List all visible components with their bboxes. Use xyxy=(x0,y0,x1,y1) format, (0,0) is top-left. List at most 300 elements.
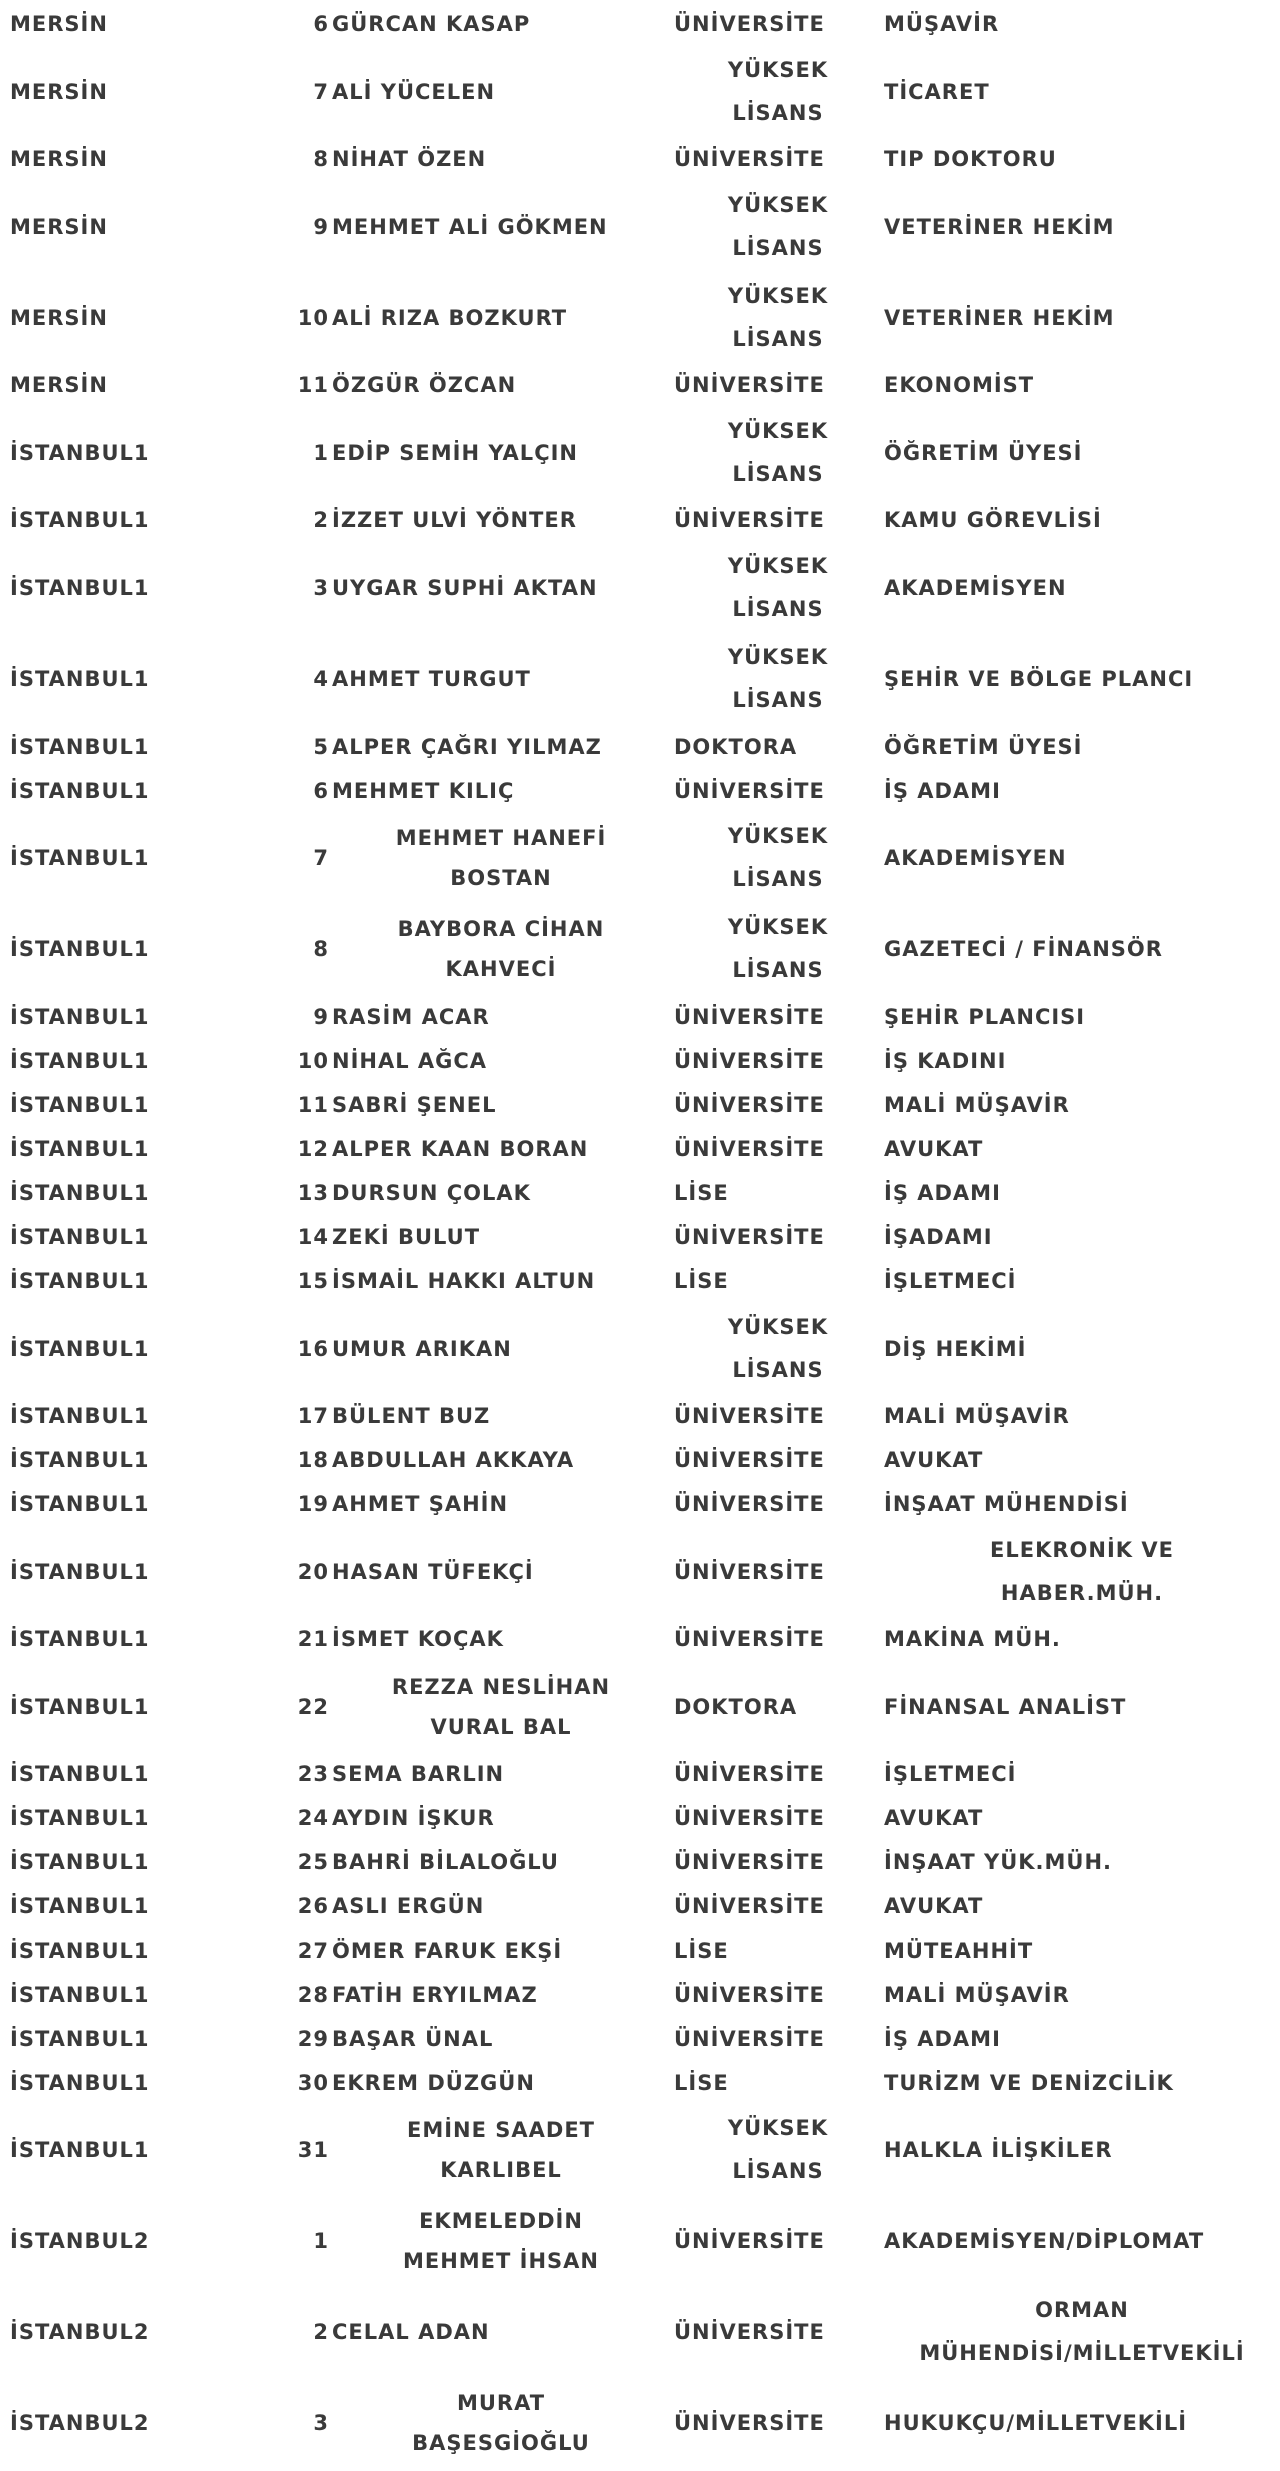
province-cell: İSTANBUL2 xyxy=(10,2411,150,2436)
rank-cell: 2 xyxy=(313,508,329,533)
province-cell: İSTANBUL1 xyxy=(10,2070,150,2095)
province-cell: İSTANBUL1 xyxy=(10,508,150,533)
province-cell: MERSİN xyxy=(10,214,108,239)
education-cell xyxy=(674,904,882,995)
education-cell xyxy=(674,2287,882,2378)
rank-cell: 22 xyxy=(297,1694,329,1719)
education-cell xyxy=(674,1303,882,1394)
profession-cell-line: ÖĞRETİM ÜYESİ xyxy=(884,440,1083,465)
rank-cell: 19 xyxy=(297,1492,329,1517)
education-cell-line: LİSE xyxy=(674,1938,729,1963)
profession-cell-line: MÜHENDİSİ/MİLLETVEKİLİ xyxy=(919,2341,1245,2366)
rank-cell: 25 xyxy=(297,1850,329,1875)
profession-cell xyxy=(884,904,1280,995)
province-cell: İSTANBUL1 xyxy=(10,1627,150,1652)
education-cell xyxy=(674,1039,882,1083)
profession-cell xyxy=(884,181,1280,272)
province-cell: İSTANBUL1 xyxy=(10,1181,150,1206)
province-cell: İSTANBUL1 xyxy=(10,667,150,692)
table-row xyxy=(0,1973,1280,2017)
name-cell-line: SABRİ ŞENEL xyxy=(332,1092,497,1117)
profession-cell xyxy=(884,2287,1280,2378)
table-row xyxy=(0,363,1280,407)
table-row xyxy=(0,2017,1280,2061)
profession-cell-line: DİŞ HEKİMİ xyxy=(884,1336,1027,1361)
rank-cell: 7 xyxy=(313,79,329,104)
profession-cell xyxy=(884,813,1280,904)
table-row xyxy=(0,2105,1280,2196)
name-cell-line: ÖZGÜR ÖZCAN xyxy=(332,373,517,398)
education-cell xyxy=(674,2196,882,2287)
profession-cell xyxy=(884,1752,1280,1796)
name-cell xyxy=(332,407,670,498)
education-cell-line: LİSANS xyxy=(732,1357,824,1382)
rank-cell: 8 xyxy=(313,937,329,962)
profession-cell-line: İŞ ADAMI xyxy=(884,778,1001,803)
profession-cell-line: İŞADAMI xyxy=(884,1225,993,1250)
profession-cell-line: VETERİNER HEKİM xyxy=(884,214,1115,239)
name-cell-line: AYDIN İŞKUR xyxy=(332,1806,495,1831)
education-cell xyxy=(674,1796,882,1840)
rank-cell: 1 xyxy=(313,2229,329,2254)
education-cell xyxy=(674,1259,882,1303)
education-cell xyxy=(674,407,882,498)
education-cell xyxy=(674,1127,882,1171)
profession-cell-line: AKADEMİSYEN xyxy=(884,576,1067,601)
name-cell-line: MEHMET HANEFİ xyxy=(395,826,607,851)
name-cell-line: ABDULLAH AKKAYA xyxy=(332,1448,575,1473)
profession-cell-line: AVUKAT xyxy=(884,1806,984,1831)
name-cell-line: ASLI ERGÜN xyxy=(332,1894,485,1919)
table-row xyxy=(0,995,1280,1039)
name-cell xyxy=(332,2196,670,2287)
profession-cell-line: TIP DOKTORU xyxy=(884,147,1057,172)
table-row xyxy=(0,2061,1280,2105)
table-row xyxy=(0,813,1280,904)
education-cell-line: ÜNİVERSİTE xyxy=(674,12,825,36)
name-cell-line: UYGAR SUPHİ AKTAN xyxy=(332,576,598,601)
rank-cell: 29 xyxy=(297,2026,329,2051)
profession-cell-line: MÜTEAHHİT xyxy=(884,1938,1034,1963)
name-cell-line: BAHRİ BİLALOĞLU xyxy=(332,1850,559,1875)
name-cell-line: SEMA BARLIN xyxy=(332,1762,505,1787)
education-cell xyxy=(674,769,882,813)
name-cell xyxy=(332,1840,670,1884)
profession-cell xyxy=(884,1482,1280,1526)
education-cell xyxy=(674,1617,882,1661)
rank-cell: 5 xyxy=(313,734,329,759)
name-cell xyxy=(332,1215,670,1259)
name-cell-line: AHMET TURGUT xyxy=(332,667,531,692)
education-cell xyxy=(674,498,882,542)
profession-cell-line: ORMAN xyxy=(1035,2298,1129,2323)
name-cell xyxy=(332,1482,670,1526)
profession-cell xyxy=(884,498,1280,542)
education-cell-line: LİSANS xyxy=(732,958,824,983)
profession-cell-line: AVUKAT xyxy=(884,1448,984,1473)
education-cell-line: LİSANS xyxy=(732,597,824,622)
profession-cell-line: MÜŞAVİR xyxy=(884,12,1000,36)
rank-cell: 10 xyxy=(297,1048,329,1073)
profession-cell-line: İŞLETMECİ xyxy=(884,1762,1017,1787)
rank-cell: 1 xyxy=(313,440,329,465)
name-cell-line: HASAN TÜFEKÇİ xyxy=(332,1559,534,1584)
name-cell xyxy=(332,995,670,1039)
name-cell xyxy=(332,1039,670,1083)
profession-cell xyxy=(884,2378,1280,2469)
education-cell-line: LİSANS xyxy=(732,235,824,260)
rank-cell: 21 xyxy=(297,1627,329,1652)
province-cell: İSTANBUL1 xyxy=(10,1448,150,1473)
rank-cell: 15 xyxy=(297,1269,329,1294)
table-row xyxy=(0,542,1280,633)
province-cell: İSTANBUL1 xyxy=(10,734,150,759)
name-cell xyxy=(332,904,670,995)
province-cell: MERSİN xyxy=(10,12,108,36)
province-cell: MERSİN xyxy=(10,373,108,398)
profession-cell xyxy=(884,1884,1280,1928)
profession-cell xyxy=(884,1215,1280,1259)
profession-cell xyxy=(884,1171,1280,1215)
province-cell: İSTANBUL1 xyxy=(10,1269,150,1294)
profession-cell-line: AKADEMİSYEN/DİPLOMAT xyxy=(884,2229,1205,2254)
education-cell-line: LİSANS xyxy=(732,100,824,125)
name-cell-line: BAYBORA CİHAN xyxy=(397,917,605,942)
education-cell-line: ÜNİVERSİTE xyxy=(674,1850,825,1875)
profession-cell xyxy=(884,137,1280,181)
education-cell-line: LİSANS xyxy=(732,326,824,351)
rank-cell: 6 xyxy=(313,778,329,803)
education-cell xyxy=(674,2105,882,2196)
education-cell-line: LİSANS xyxy=(732,688,824,713)
profession-cell-line: MAKİNA MÜH. xyxy=(884,1627,1061,1652)
rank-cell: 26 xyxy=(297,1894,329,1919)
education-cell-line: DOKTORA xyxy=(674,734,798,759)
profession-cell-line: KAMU GÖREVLİSİ xyxy=(884,508,1102,533)
rank-cell: 3 xyxy=(313,2411,329,2436)
education-cell xyxy=(674,272,882,363)
profession-cell-line: ÖĞRETİM ÜYESİ xyxy=(884,734,1083,759)
table-row xyxy=(0,1083,1280,1127)
profession-cell-line: AVUKAT xyxy=(884,1894,984,1919)
province-cell: İSTANBUL1 xyxy=(10,1404,150,1429)
education-cell xyxy=(674,1973,882,2017)
profession-cell-line: AKADEMİSYEN xyxy=(884,846,1067,871)
province-cell: MERSİN xyxy=(10,305,108,330)
rank-cell: 11 xyxy=(297,1092,329,1117)
profession-cell-line: İŞLETMECİ xyxy=(884,1269,1017,1294)
name-cell xyxy=(332,2061,670,2105)
table-row xyxy=(0,1438,1280,1482)
province-cell: İSTANBUL1 xyxy=(10,937,150,962)
name-cell xyxy=(332,2,670,46)
name-cell-line: MEHMET İHSAN xyxy=(402,2249,600,2274)
rank-cell: 7 xyxy=(313,846,329,871)
education-cell-line: ÜNİVERSİTE xyxy=(674,1225,825,1250)
table-row xyxy=(0,1840,1280,1884)
education-cell-line: ÜNİVERSİTE xyxy=(674,1894,825,1919)
education-cell-line: YÜKSEK xyxy=(727,192,829,217)
profession-cell-line: İŞ ADAMI xyxy=(884,1181,1001,1206)
name-cell xyxy=(332,46,670,137)
profession-cell xyxy=(884,2,1280,46)
profession-cell xyxy=(884,542,1280,633)
rank-cell: 9 xyxy=(313,1004,329,1029)
rank-cell: 18 xyxy=(297,1448,329,1473)
education-cell xyxy=(674,1752,882,1796)
profession-cell-line: TİCARET xyxy=(884,79,990,104)
education-cell-line: LİSANS xyxy=(732,461,824,486)
province-cell: İSTANBUL1 xyxy=(10,1004,150,1029)
education-cell-line: ÜNİVERSİTE xyxy=(674,1048,825,1073)
name-cell xyxy=(332,2287,670,2378)
name-cell xyxy=(332,1796,670,1840)
education-cell-line: ÜNİVERSİTE xyxy=(674,508,825,533)
table-row xyxy=(0,1127,1280,1171)
profession-cell xyxy=(884,1303,1280,1394)
profession-cell-line: GAZETECİ / FİNANSÖR xyxy=(884,937,1163,962)
education-cell-line: LİSE xyxy=(674,2070,729,2095)
name-cell xyxy=(332,363,670,407)
province-cell: İSTANBUL2 xyxy=(10,2229,150,2254)
profession-cell-line: MALİ MÜŞAVİR xyxy=(884,1982,1070,2007)
rank-cell: 10 xyxy=(297,305,329,330)
education-cell-line: ÜNİVERSİTE xyxy=(674,147,825,172)
profession-cell xyxy=(884,1259,1280,1303)
name-cell xyxy=(332,1303,670,1394)
name-cell xyxy=(332,1884,670,1928)
education-cell xyxy=(674,1215,882,1259)
table-row xyxy=(0,1039,1280,1083)
name-cell-line: BAŞAR ÜNAL xyxy=(332,2026,494,2051)
profession-cell xyxy=(884,1929,1280,1973)
name-cell xyxy=(332,813,670,904)
table-row xyxy=(0,498,1280,542)
education-cell-line: ÜNİVERSİTE xyxy=(674,778,825,803)
profession-cell-line: ŞEHİR VE BÖLGE PLANCI xyxy=(884,667,1194,692)
rank-cell: 30 xyxy=(297,2070,329,2095)
profession-cell xyxy=(884,2196,1280,2287)
education-cell xyxy=(674,725,882,769)
profession-cell xyxy=(884,1083,1280,1127)
education-cell-line: LİSANS xyxy=(732,867,824,892)
name-cell xyxy=(332,1171,670,1215)
profession-cell xyxy=(884,363,1280,407)
province-cell: İSTANBUL1 xyxy=(10,1092,150,1117)
name-cell xyxy=(332,769,670,813)
education-cell-line: ÜNİVERSİTE xyxy=(674,2026,825,2051)
table-row xyxy=(0,2196,1280,2287)
profession-cell-line: HABER.MÜH. xyxy=(1000,1580,1164,1605)
education-cell-line: LİSE xyxy=(674,1269,729,1294)
education-cell-line: YÜKSEK xyxy=(727,418,829,443)
name-cell xyxy=(332,1438,670,1482)
province-cell: İSTANBUL1 xyxy=(10,1048,150,1073)
rank-cell: 8 xyxy=(313,147,329,172)
table-row xyxy=(0,2378,1280,2469)
profession-cell xyxy=(884,1526,1280,1617)
education-cell-line: ÜNİVERSİTE xyxy=(674,1492,825,1517)
profession-cell xyxy=(884,995,1280,1039)
name-cell-line: REZZA NESLİHAN xyxy=(391,1674,611,1699)
name-cell xyxy=(332,272,670,363)
profession-cell-line: İNŞAAT MÜHENDİSİ xyxy=(884,1492,1129,1517)
name-cell xyxy=(332,1394,670,1438)
education-cell-line: LİSANS xyxy=(732,2159,824,2184)
rank-cell: 6 xyxy=(313,12,329,36)
profession-cell xyxy=(884,2105,1280,2196)
profession-cell xyxy=(884,1127,1280,1171)
name-cell-line: ALPER ÇAĞRI YILMAZ xyxy=(332,734,602,759)
table-row xyxy=(0,181,1280,272)
name-cell-line: İZZET ULVİ YÖNTER xyxy=(332,508,577,533)
profession-cell xyxy=(884,1796,1280,1840)
education-cell xyxy=(674,2,882,46)
name-cell-line: CELAL ADAN xyxy=(332,2320,490,2345)
name-cell-line: DURSUN ÇOLAK xyxy=(332,1181,531,1206)
profession-cell-line: İNŞAAT YÜK.MÜH. xyxy=(884,1850,1113,1875)
table-row xyxy=(0,1796,1280,1840)
rank-cell: 20 xyxy=(297,1559,329,1584)
education-cell xyxy=(674,995,882,1039)
education-cell-line: YÜKSEK xyxy=(727,554,829,579)
name-cell-line: BAŞESGİOĞLU xyxy=(412,2431,590,2456)
education-cell xyxy=(674,813,882,904)
education-cell xyxy=(674,181,882,272)
name-cell-line: RASİM ACAR xyxy=(332,1004,490,1029)
name-cell xyxy=(332,1929,670,1973)
profession-cell-line: MALİ MÜŞAVİR xyxy=(884,1404,1070,1429)
education-cell xyxy=(674,1171,882,1215)
rank-cell: 12 xyxy=(297,1137,329,1161)
profession-cell xyxy=(884,769,1280,813)
table-row xyxy=(0,1394,1280,1438)
name-cell xyxy=(332,181,670,272)
profession-cell xyxy=(884,1394,1280,1438)
province-cell: İSTANBUL2 xyxy=(10,2320,150,2345)
education-cell xyxy=(674,1394,882,1438)
province-cell: İSTANBUL1 xyxy=(10,1559,150,1584)
table-row xyxy=(0,1884,1280,1928)
rank-cell: 4 xyxy=(313,667,329,692)
name-cell-line: VURAL BAL xyxy=(430,1714,572,1739)
education-cell-line: ÜNİVERSİTE xyxy=(674,1627,825,1652)
education-cell xyxy=(674,1482,882,1526)
province-cell: İSTANBUL1 xyxy=(10,1850,150,1875)
province-cell: MERSİN xyxy=(10,147,108,172)
name-cell-line: MEHMET ALİ GÖKMEN xyxy=(332,214,608,239)
table-row xyxy=(0,769,1280,813)
education-cell-line: ÜNİVERSİTE xyxy=(674,1806,825,1831)
name-cell xyxy=(332,1083,670,1127)
name-cell-line: ALPER KAAN BORAN xyxy=(332,1137,589,1161)
rank-cell: 23 xyxy=(297,1762,329,1787)
profession-cell-line: AVUKAT xyxy=(884,1137,984,1161)
profession-cell xyxy=(884,1617,1280,1661)
education-cell xyxy=(674,1438,882,1482)
name-cell-line: BOSTAN xyxy=(450,866,552,891)
rank-cell: 14 xyxy=(297,1225,329,1250)
name-cell xyxy=(332,1752,670,1796)
table-row xyxy=(0,1752,1280,1796)
table-row xyxy=(0,904,1280,995)
education-cell-line: ÜNİVERSİTE xyxy=(674,1448,825,1473)
name-cell xyxy=(332,2105,670,2196)
rank-cell: 31 xyxy=(297,2138,329,2163)
education-cell xyxy=(674,363,882,407)
rank-cell: 17 xyxy=(297,1404,329,1429)
education-cell-line: LİSE xyxy=(674,1181,729,1206)
education-cell-line: ÜNİVERSİTE xyxy=(674,1092,825,1117)
education-cell-line: ÜNİVERSİTE xyxy=(674,1137,825,1161)
name-cell xyxy=(332,542,670,633)
profession-cell xyxy=(884,46,1280,137)
name-cell-line: EKREM DÜZGÜN xyxy=(332,2070,535,2095)
name-cell-line: EMİNE SAADET xyxy=(406,2118,596,2143)
name-cell-line: MEHMET KILIÇ xyxy=(332,778,515,803)
education-cell-line: ÜNİVERSİTE xyxy=(674,2229,825,2254)
name-cell-line: BÜLENT BUZ xyxy=(332,1404,491,1429)
province-cell: İSTANBUL1 xyxy=(10,1894,150,1919)
education-cell xyxy=(674,137,882,181)
education-cell xyxy=(674,634,882,725)
education-cell xyxy=(674,1929,882,1973)
profession-cell xyxy=(884,1438,1280,1482)
profession-cell xyxy=(884,1973,1280,2017)
name-cell xyxy=(332,1617,670,1661)
education-cell xyxy=(674,1083,882,1127)
province-cell: İSTANBUL1 xyxy=(10,1336,150,1361)
profession-cell xyxy=(884,2017,1280,2061)
name-cell-line: ZEKİ BULUT xyxy=(332,1225,481,1250)
profession-cell xyxy=(884,725,1280,769)
name-cell xyxy=(332,2017,670,2061)
profession-cell xyxy=(884,272,1280,363)
name-cell xyxy=(332,725,670,769)
province-cell: İSTANBUL1 xyxy=(10,778,150,803)
education-cell-line: DOKTORA xyxy=(674,1694,798,1719)
name-cell-line: NİHAL AĞCA xyxy=(332,1048,488,1073)
education-cell-line: YÜKSEK xyxy=(727,915,829,940)
name-cell xyxy=(332,498,670,542)
education-cell-line: ÜNİVERSİTE xyxy=(674,1982,825,2007)
education-cell-line: YÜKSEK xyxy=(727,645,829,670)
profession-cell xyxy=(884,1840,1280,1884)
profession-cell-line: HALKLA İLİŞKİLER xyxy=(884,2138,1113,2163)
rank-cell: 9 xyxy=(313,214,329,239)
name-cell-line: EKMELEDDİN xyxy=(419,2209,583,2234)
rank-cell: 28 xyxy=(297,1982,329,2007)
province-cell: İSTANBUL1 xyxy=(10,1492,150,1517)
education-cell-line: ÜNİVERSİTE xyxy=(674,1559,825,1584)
profession-cell-line: ELEKRONİK VE xyxy=(990,1537,1174,1562)
name-cell-line: MURAT xyxy=(456,2391,546,2416)
name-cell xyxy=(332,1127,670,1171)
table-row xyxy=(0,137,1280,181)
education-cell-line: YÜKSEK xyxy=(727,2116,829,2141)
province-cell: İSTANBUL1 xyxy=(10,1982,150,2007)
province-cell: İSTANBUL1 xyxy=(10,846,150,871)
profession-cell-line: FİNANSAL ANALİST xyxy=(884,1694,1127,1719)
name-cell-line: EDİP SEMİH YALÇIN xyxy=(332,440,578,465)
education-cell-line: ÜNİVERSİTE xyxy=(674,373,825,398)
table-row xyxy=(0,272,1280,363)
province-cell: İSTANBUL1 xyxy=(10,1762,150,1787)
table-row xyxy=(0,1929,1280,1973)
province-cell: İSTANBUL1 xyxy=(10,440,150,465)
education-cell xyxy=(674,2378,882,2469)
name-cell-line: ALİ RIZA BOZKURT xyxy=(332,305,568,330)
